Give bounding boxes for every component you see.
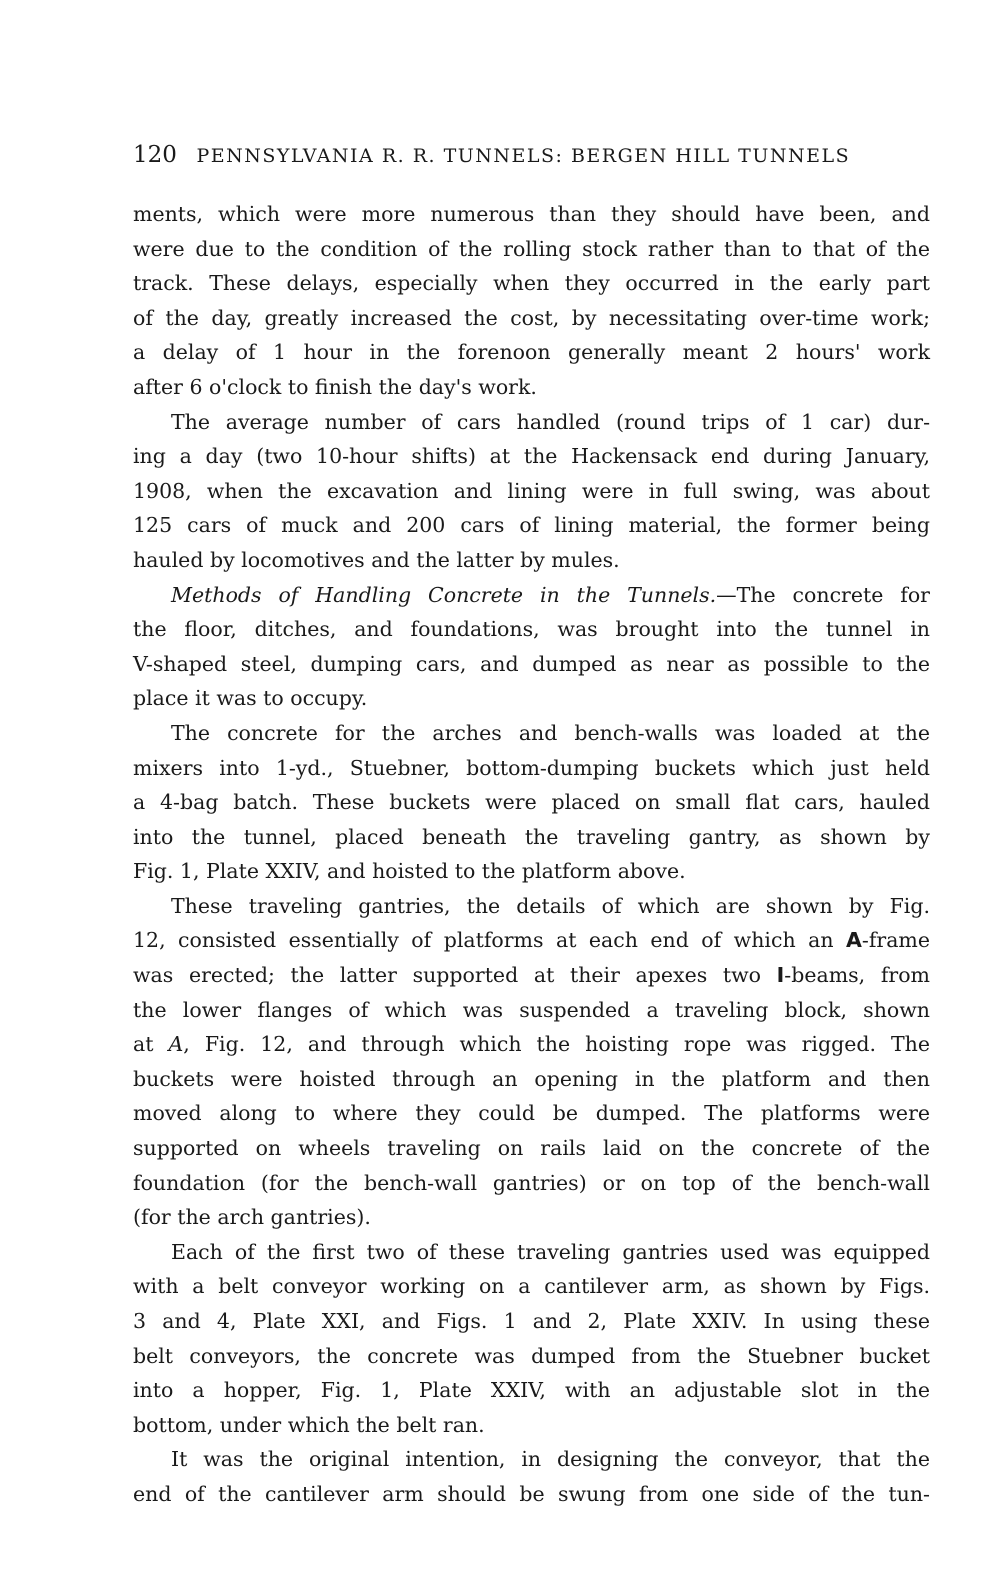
text-line: hauled by locomotives and the latter by mules. [133, 547, 620, 572]
text-line: the lower flanges of which was suspended a traveling block, shown [133, 997, 930, 1022]
running-title: PENNSYLVANIA R. R. TUNNELS: BERGEN HILL TUNNELS [196, 145, 851, 167]
text-line: supported on wheels traveling on rails laid on the concrete of the [133, 1136, 930, 1161]
text-line: belt conveyors, the concrete was dumped from the Stuebner bucket [133, 1343, 930, 1368]
text-line: foundation (for the bench-wall gantries) or on top of the bench-wall [133, 1170, 930, 1195]
text-line: were due to the condition of the rolling stock rather than to that of the [133, 236, 930, 261]
text-segment: , Fig. 12, and through which the hoisting rope was rigged. The [183, 1032, 931, 1057]
page-body [133, 197, 930, 1512]
italic-text: Methods of Handling Concrete in the Tunnels. [171, 582, 717, 607]
text-segment: —The concrete for [716, 582, 930, 607]
paragraph [133, 1235, 930, 1443]
paragraph [133, 578, 930, 716]
paragraph [133, 1442, 930, 1511]
text-line: into the tunnel, placed beneath the traveling gantry, as shown by [133, 824, 930, 849]
text-line [133, 958, 930, 993]
text-segment: was erected; the latter supported at their apexes two [133, 963, 777, 988]
text-line: with a belt conveyor working on a cantilever arm, as shown by Figs. [133, 1274, 930, 1299]
text-line: 3 and 4, Plate XXI, and Figs. 1 and 2, Plate XXIV. In using these [133, 1309, 930, 1333]
text-line: buckets were hoisted through an opening in the platform and then [133, 1066, 930, 1091]
text-line: the floor, ditches, and foundations, was brought into the tunnel in [133, 617, 930, 642]
text-line: It was the original intention, in designing the conveyor, that the [171, 1447, 930, 1472]
text-line: Fig. 1, Plate XXIV, and hoisted to the platform above. [133, 859, 686, 884]
text-line: The concrete for the arches and bench-walls was loaded at the [171, 720, 930, 745]
text-line: V-shaped steel, dumping cars, and dumped as near as possible to the [133, 651, 930, 676]
text-line: 125 cars of muck and 200 cars of lining material, the former being [133, 513, 930, 538]
text-line: of the day, greatly increased the cost, by necessitating over-time work; [133, 305, 930, 330]
text-line: Each of the first two of these traveling gantries used was equipped [171, 1239, 930, 1264]
text-line: a delay of 1 hour in the forenoon generally meant 2 hours' work [133, 340, 930, 365]
text-line: into a hopper, Fig. 1, Plate XXIV, with an adjustable slot in the [133, 1378, 930, 1403]
running-header [133, 142, 933, 168]
text-line: mixers into 1-yd., Stuebner, bottom-dumping buckets which just held [133, 755, 930, 780]
text-line [133, 1027, 930, 1062]
text-line: moved along to where they could be dumped. The platforms were [133, 1101, 930, 1126]
text-segment: at [133, 1032, 169, 1057]
text-line: ments, which were more numerous than they should have been, and [133, 202, 930, 226]
text-line: ing a day (two 10-hour shifts) at the Hackensack end during January, [133, 444, 930, 469]
text-line: place it was to occupy. [133, 686, 368, 711]
paragraph [133, 889, 930, 1235]
text-line: bottom, under which the belt ran. [133, 1412, 485, 1437]
text-segment: 12, consisted essentially of platforms at each end of which an [133, 928, 847, 953]
paragraph [133, 405, 930, 578]
text-segment: -frame [861, 928, 930, 953]
text-line: end of the cantilever arm should be swung from one side of the tun- [133, 1481, 930, 1506]
text-line: after 6 o'clock to finish the day's work. [133, 374, 537, 399]
bold-symbol: I [776, 963, 785, 988]
paragraph [133, 716, 930, 889]
bold-symbol: A [846, 928, 862, 953]
text-line [133, 578, 930, 613]
text-line [133, 923, 930, 958]
text-line: The average number of cars handled (round trips of 1 car) dur- [171, 409, 930, 434]
text-line: track. These delays, especially when they occurred in the early part [133, 271, 930, 296]
text-line: 1908, when the excavation and lining were in full swing, was about [133, 478, 930, 503]
paragraph [133, 197, 930, 405]
italic-text: A [168, 1032, 184, 1057]
page-number: 120 [133, 142, 177, 168]
text-line: (for the arch gantries). [133, 1205, 371, 1230]
text-segment: -beams, from [784, 963, 930, 988]
text-line: These traveling gantries, the details of which are shown by Fig. [171, 893, 930, 918]
text-line: a 4-bag batch. These buckets were placed on small flat cars, hauled [133, 790, 930, 815]
